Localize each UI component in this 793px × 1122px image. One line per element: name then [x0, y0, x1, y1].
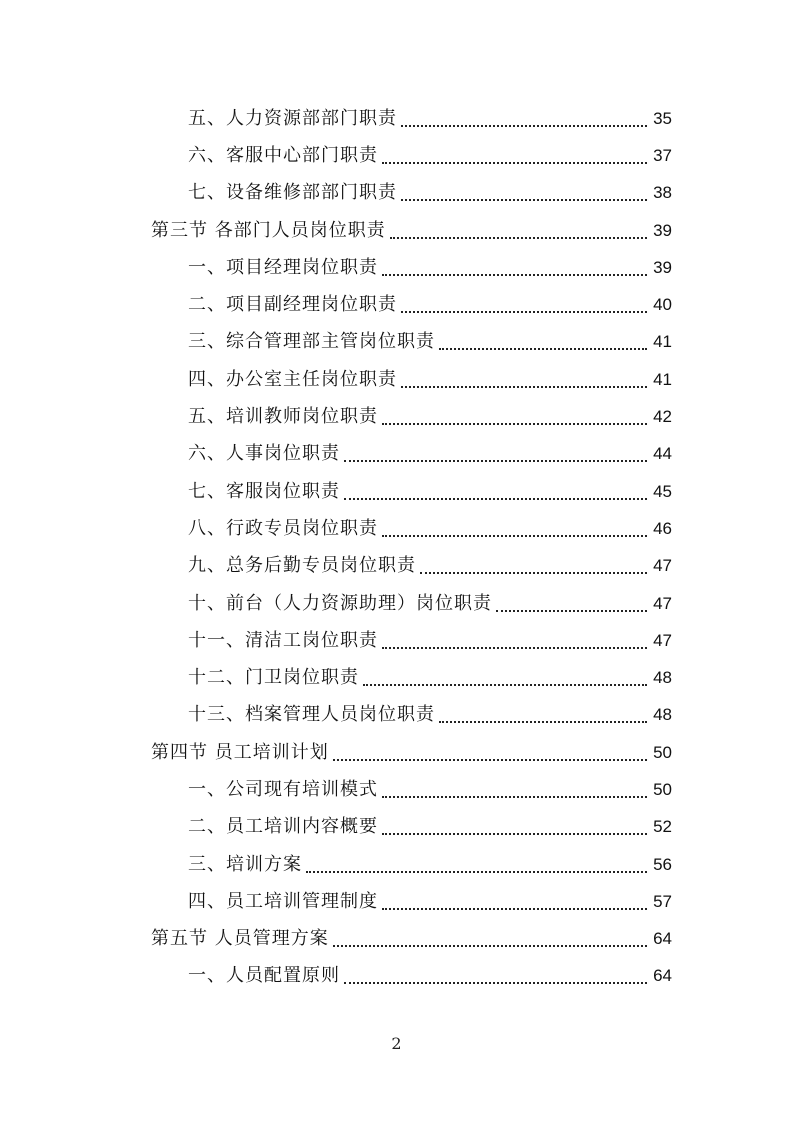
toc-entry[interactable] — [0, 921, 793, 958]
dot-leader — [401, 311, 647, 313]
toc-entry-title: 五、培训教师岗位职责 — [188, 406, 378, 428]
toc-entry[interactable] — [0, 100, 793, 137]
dot-leader — [333, 945, 647, 947]
toc-entry-page: 46 — [653, 518, 672, 538]
dot-leader — [382, 535, 647, 537]
toc-entry-page: 64 — [653, 929, 672, 949]
toc-entry[interactable] — [0, 622, 793, 659]
dot-leader — [401, 125, 647, 127]
dot-leader — [382, 647, 647, 649]
toc-entry-title: 一、项目经理岗位职责 — [188, 256, 378, 278]
toc-entry-page: 45 — [653, 481, 672, 501]
dot-leader — [344, 460, 647, 462]
toc-entry-page: 41 — [653, 369, 672, 389]
toc-entry-title: 四、员工培训管理制度 — [188, 890, 378, 912]
toc-entry[interactable] — [0, 436, 793, 473]
toc-entry[interactable] — [0, 510, 793, 547]
dot-leader — [306, 871, 647, 873]
toc-entry[interactable] — [0, 958, 793, 995]
dot-leader — [344, 498, 647, 500]
toc-entry-title: 一、公司现有培训模式 — [188, 778, 378, 800]
dot-leader — [439, 348, 647, 350]
toc-entry[interactable] — [0, 473, 793, 510]
toc-entry-page: 50 — [653, 742, 672, 762]
toc-entry-title: 十三、档案管理人员岗位职责 — [188, 704, 435, 726]
toc-entry-page: 47 — [653, 593, 672, 613]
dot-leader — [390, 237, 647, 239]
toc-entry-page: 64 — [653, 966, 672, 986]
toc-entry[interactable] — [0, 361, 793, 398]
toc-entry-page: 56 — [653, 854, 672, 874]
dot-leader — [363, 684, 647, 686]
dot-leader — [382, 162, 647, 164]
page-number: 2 — [391, 1034, 402, 1053]
toc-entry-page: 39 — [653, 257, 672, 277]
toc-entry-title: 五、人力资源部部门职责 — [188, 107, 397, 129]
toc-entry-title: 一、人员配置原则 — [188, 965, 340, 987]
toc-entry[interactable] — [0, 286, 793, 323]
toc-entry-title: 四、办公室主任岗位职责 — [188, 368, 397, 390]
dot-leader — [382, 274, 647, 276]
toc-entry-title: 七、客服岗位职责 — [188, 480, 340, 502]
toc-entry-title: 八、行政专员岗位职责 — [188, 517, 378, 539]
toc-entry-title: 七、设备维修部部门职责 — [188, 182, 397, 204]
toc-entry-page: 38 — [653, 183, 672, 203]
toc-entry[interactable] — [0, 697, 793, 734]
toc-entry[interactable] — [0, 809, 793, 846]
toc-entry-page: 35 — [653, 108, 672, 128]
toc-entry[interactable] — [0, 846, 793, 883]
dot-leader — [382, 796, 647, 798]
toc-entry[interactable] — [0, 734, 793, 771]
toc-entry-title: 十二、门卫岗位职责 — [188, 667, 359, 689]
toc-entry-page: 40 — [653, 295, 672, 315]
toc-entry[interactable] — [0, 585, 793, 622]
toc-entry[interactable] — [0, 175, 793, 212]
dot-leader — [439, 721, 647, 723]
dot-leader — [401, 199, 647, 201]
toc-entry-page: 41 — [653, 332, 672, 352]
toc-entry[interactable] — [0, 324, 793, 361]
toc-entry-page: 52 — [653, 817, 672, 837]
toc-entry-title: 六、客服中心部门职责 — [188, 144, 378, 166]
dot-leader — [496, 610, 647, 612]
dot-leader — [382, 908, 647, 910]
toc-entry-page: 42 — [653, 407, 672, 427]
toc-entry[interactable] — [0, 771, 793, 808]
toc-entry[interactable] — [0, 548, 793, 585]
toc-entry-page: 48 — [653, 705, 672, 725]
dot-leader — [333, 759, 647, 761]
toc-entry-page: 44 — [653, 444, 672, 464]
toc-entry[interactable] — [0, 398, 793, 435]
toc-entry-page: 47 — [653, 556, 672, 576]
toc-entry-title: 二、员工培训内容概要 — [188, 816, 378, 838]
toc-entry-title: 十一、清洁工岗位职责 — [188, 629, 378, 651]
toc-entry-title: 二、项目副经理岗位职责 — [188, 294, 397, 316]
dot-leader — [420, 572, 647, 574]
toc-entry-page: 37 — [653, 145, 672, 165]
dot-leader — [382, 833, 647, 835]
toc-entry-title: 三、综合管理部主管岗位职责 — [188, 331, 435, 353]
toc-entry-title: 三、培训方案 — [188, 853, 302, 875]
toc-entry[interactable] — [0, 137, 793, 174]
toc-entry-title: 六、人事岗位职责 — [188, 443, 340, 465]
toc-entry[interactable] — [0, 212, 793, 249]
toc-entry-title: 九、总务后勤专员岗位职责 — [188, 555, 416, 577]
dot-leader — [344, 982, 647, 984]
toc-entry-title: 第三节 各部门人员岗位职责 — [151, 219, 386, 241]
table-of-contents — [0, 100, 793, 995]
toc-entry-page: 47 — [653, 630, 672, 650]
toc-entry-title: 第四节 员工培训计划 — [151, 741, 329, 763]
toc-entry-page: 39 — [653, 220, 672, 240]
toc-entry-title: 十、前台（人力资源助理）岗位职责 — [188, 592, 492, 614]
toc-entry[interactable] — [0, 659, 793, 696]
toc-entry-title: 第五节 人员管理方案 — [151, 928, 329, 950]
dot-leader — [382, 423, 647, 425]
toc-entry-page: 57 — [653, 891, 672, 911]
dot-leader — [401, 386, 647, 388]
toc-entry[interactable] — [0, 883, 793, 920]
toc-entry-page: 50 — [653, 779, 672, 799]
toc-entry-page: 48 — [653, 668, 672, 688]
toc-entry[interactable] — [0, 249, 793, 286]
